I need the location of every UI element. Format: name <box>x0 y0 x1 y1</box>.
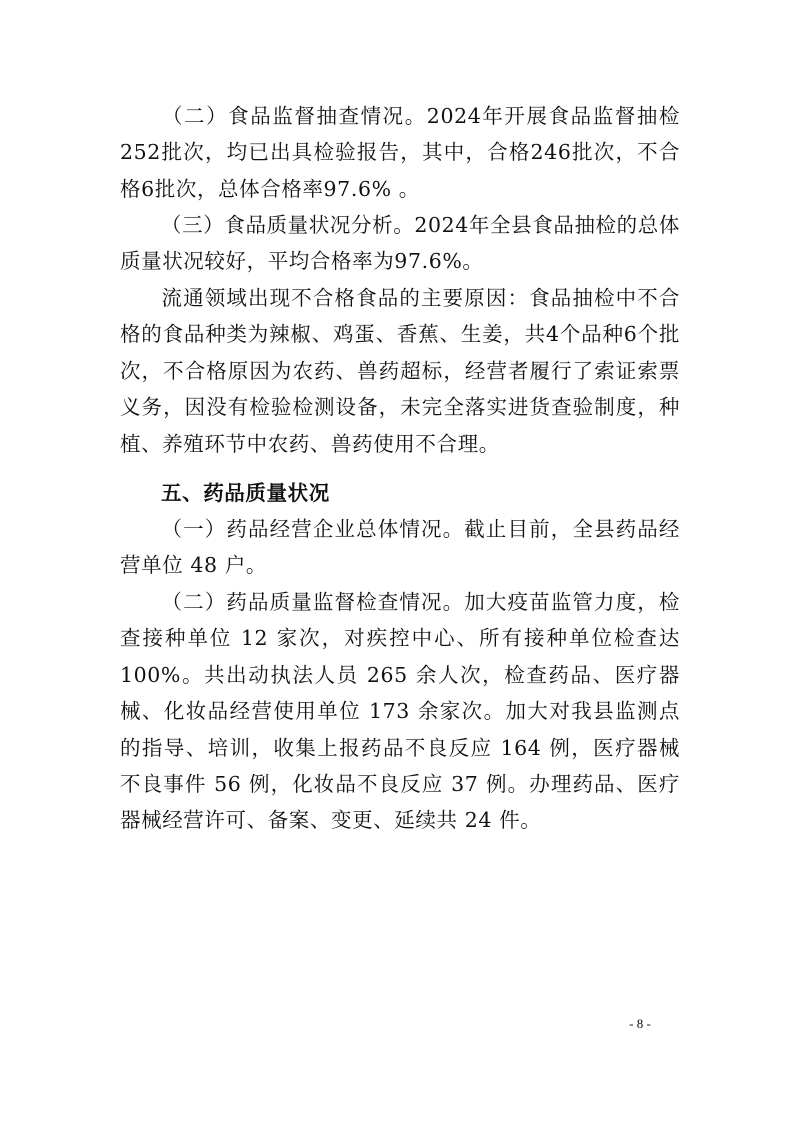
paragraph-drug-supervision <box>120 584 680 839</box>
paragraph-drug-enterprises-text: （一）药品经营企业总体情况。截止目前，全县药品经营单位 48 户。 <box>120 517 680 578</box>
paragraph-nonconforming-reasons-text: 流通领域出现不合格食品的主要原因：食品抽检中不合格的食品种类为辣椒、鸡蛋、香蕉、生姜，共4个品种6个批次，不合格原因为农药、兽药超标，经营者履行了索证索票义务，因没有检验检测设备，未完全落实进货查验制度，种植、养殖环节中农药、兽药使用不合理。 <box>120 286 680 456</box>
paragraph-food-quality-analysis <box>120 207 680 280</box>
paragraph-food-quality-analysis-text: （三）食品质量状况分析。2024年全县食品抽检的总体质量状况较好，平均合格率为97.6%。 <box>120 213 680 274</box>
paragraph-nonconforming-reasons <box>120 280 680 462</box>
paragraph-food-inspection <box>120 98 680 207</box>
page-number: - 8 - <box>629 1016 651 1031</box>
paragraph-drug-supervision-text: （二）药品质量监督检查情况。加大疫苗监管力度，检查接种单位 12 家次，对疾控中心、所有接种单位检查达 100%。共出动执法人员 265 余人次，检查药品、医疗器械、化妆品经营使用单位 173 余家次。加大对我县监测点的指导、培训，收集上报药品不良反应 164 例，医疗器械不良事件 56 例，化妆品不良反应 37 例。办理药品、医疗器械经营许可、备案、变更、延续共 24 件。 <box>120 590 680 833</box>
section-heading-drug-quality: 五、药品质量状况 <box>161 481 330 505</box>
paragraph-food-inspection-text: （二）食品监督抽查情况。2024年开展食品监督抽检252批次，均已出具检验报告，其中，合格246批次，不合格6批次，总体合格率97.6% 。 <box>120 104 680 201</box>
paragraph-drug-enterprises <box>120 511 680 584</box>
